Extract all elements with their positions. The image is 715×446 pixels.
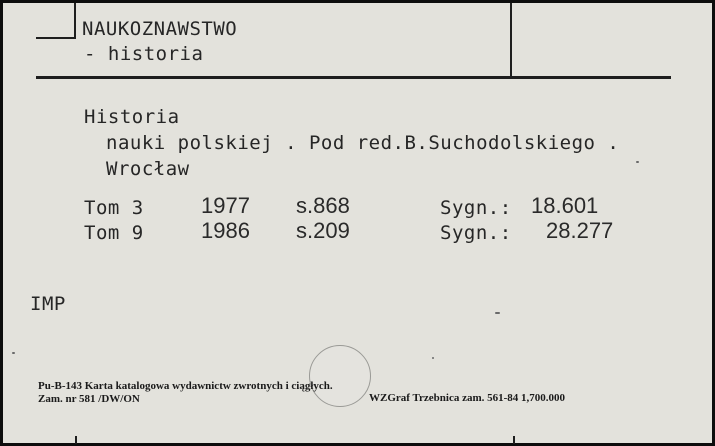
speck — [12, 352, 15, 354]
volume-sygn: 28.277 — [546, 218, 614, 243]
punch-hole — [309, 345, 371, 407]
volume-tom: Tom 3 — [84, 197, 144, 219]
heading-rule — [36, 76, 671, 79]
card-edge-left — [0, 0, 3, 446]
subject-heading: NAUKOZNAWSTWO — [82, 18, 238, 40]
right-heading-divider — [510, 3, 512, 77]
speck — [432, 357, 434, 359]
record-title: Historia — [84, 106, 180, 128]
left-heading-divider — [74, 3, 76, 39]
footer-line-2-right: WZGraf Trzebnica zam. 561-84 1,700.000 — [369, 392, 566, 404]
record-statement: nauki polskiej . Pod red.B.Suchodolskiego . — [106, 132, 620, 154]
speck — [636, 161, 639, 163]
imp-mark: IMP — [30, 293, 66, 315]
volume-sygn-label: Sygn.: — [440, 197, 512, 219]
volume-pages: s.209 — [296, 218, 350, 243]
bottom-tick-right — [513, 436, 515, 444]
volume-year: 1977 — [201, 193, 250, 218]
speck — [495, 312, 500, 314]
footer-line-1: Pu-B-143 Karta katalogowa wydawnictw zwrotnych i ciągłych. — [38, 380, 333, 392]
card-edge-top — [0, 0, 715, 3]
bottom-tick-left — [75, 436, 77, 444]
volume-tom: Tom 9 — [84, 222, 144, 244]
top-left-rule — [36, 37, 76, 39]
subject-subtitle: - historia — [84, 43, 204, 65]
volume-sygn-label: Sygn.: — [440, 222, 512, 244]
footer-line-2-left: Zam. nr 581 /DW/ON — [38, 393, 140, 405]
volume-sygn: 18.601 — [531, 193, 599, 218]
record-place: Wrocław — [106, 158, 190, 180]
volume-pages: s.868 — [296, 193, 350, 218]
volume-year: 1986 — [201, 218, 250, 243]
